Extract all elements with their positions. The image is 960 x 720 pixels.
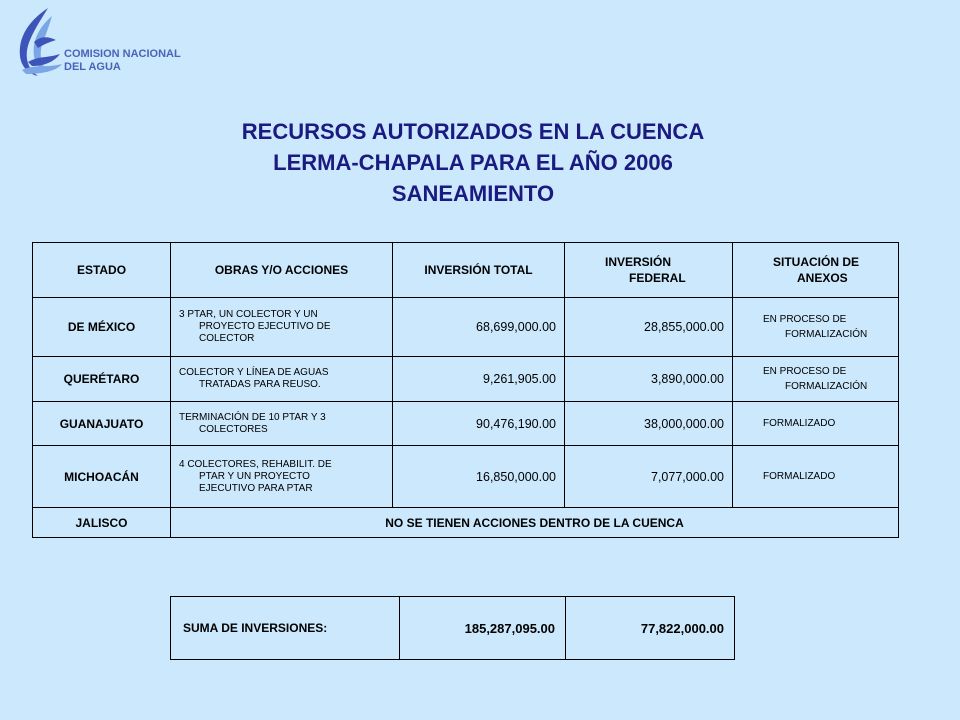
page-title — [0, 116, 946, 209]
table-row-jalisco — [33, 508, 899, 538]
row-obras-line: COLECTOR Y LÍNEA DE AGUAS — [179, 367, 329, 378]
conagua-logo-icon — [8, 6, 64, 78]
header-estado: ESTADO — [33, 243, 171, 298]
row-situacion — [733, 298, 899, 357]
summary-inversion-total: 185,287,095.00 — [400, 597, 566, 660]
row-obras — [171, 402, 393, 446]
row-inversion-federal: 38,000,000.00 — [565, 402, 733, 446]
row-inversion-total: 90,476,190.00 — [393, 402, 565, 446]
row-obras-line: EJECUTIVO PARA PTAR — [199, 482, 313, 494]
row-obras-line: 3 PTAR, UN COLECTOR Y UN — [179, 309, 318, 320]
row-estado: DE MÉXICO — [33, 298, 171, 357]
org-name — [64, 48, 181, 74]
header-inversion-federal — [565, 243, 733, 298]
header-inversion-total: INVERSIÓN TOTAL — [393, 243, 565, 298]
row-inversion-total: 68,699,000.00 — [393, 298, 565, 357]
org-line-2: DEL AGUA — [64, 61, 121, 73]
row-situacion — [733, 357, 899, 402]
row-estado: QUERÉTARO — [33, 357, 171, 402]
org-line-1: COMISION NACIONAL — [64, 48, 181, 60]
row-obras — [171, 298, 393, 357]
row-situacion — [733, 446, 899, 508]
investments-table — [32, 242, 899, 538]
title-line-2: LERMA-CHAPALA PARA EL AÑO 2006 — [273, 150, 673, 175]
title-line-1: RECURSOS AUTORIZADOS EN LA CUENCA — [241, 119, 705, 144]
row-obras-line: PROYECTO EJECUTIVO DE — [199, 321, 331, 332]
row-situacion-line: EN PROCESO DE — [763, 366, 847, 377]
row-inversion-total: 9,261,905.00 — [393, 357, 565, 402]
table-row — [33, 357, 899, 402]
table-row — [33, 298, 899, 357]
header-inversion-federal-line-1: INVERSIÓN — [605, 255, 672, 269]
summary-table — [170, 596, 735, 660]
row-situacion-line: FORMALIZACIÓN — [785, 329, 868, 340]
row-obras-line: COLECTOR — [199, 333, 255, 344]
row-situacion-line: EN PROCESO DE — [763, 314, 847, 325]
row-inversion-total: 16,850,000.00 — [393, 446, 565, 508]
summary-inversion-federal: 77,822,000.00 — [566, 597, 735, 660]
row-estado: GUANAJUATO — [33, 402, 171, 446]
table-header-row — [33, 243, 899, 298]
header-obras: OBRAS Y/O ACCIONES — [171, 243, 393, 298]
row-situacion-line: FORMALIZADO — [763, 471, 836, 482]
row-obras-line: TRATADAS PARA REUSO. — [199, 379, 321, 390]
table-row — [33, 402, 899, 446]
row-situacion — [733, 402, 899, 446]
row-inversion-federal: 7,077,000.00 — [565, 446, 733, 508]
row-situacion-line: FORMALIZACIÓN — [785, 381, 868, 392]
row-inversion-federal: 28,855,000.00 — [565, 298, 733, 357]
summary-row — [171, 597, 735, 660]
row-obras-line: PTAR Y UN PROYECTO — [199, 470, 310, 482]
row-inversion-federal: 3,890,000.00 — [565, 357, 733, 402]
row-obras — [171, 357, 393, 402]
header-inversion-federal-line-2: FEDERAL — [629, 271, 686, 285]
summary-label: SUMA DE INVERSIONES: — [171, 597, 400, 660]
table-row — [33, 446, 899, 508]
row-obras — [171, 446, 393, 508]
row-obras-line: COLECTORES — [199, 423, 268, 435]
row-obras-line: TERMINACIÓN DE 10 PTAR Y 3 — [179, 411, 326, 423]
row-obras-line: 4 COLECTORES, REHABILIT. DE — [179, 458, 332, 470]
row-jalisco-note: NO SE TIENEN ACCIONES DENTRO DE LA CUENCA — [171, 508, 899, 538]
header-situacion-line-1: SITUACIÓN DE — [773, 255, 860, 269]
header-situacion-line-2: ANEXOS — [797, 271, 848, 285]
title-line-3: SANEAMIENTO — [391, 181, 555, 206]
row-situacion-line: FORMALIZADO — [763, 418, 836, 429]
row-estado: JALISCO — [33, 508, 171, 538]
row-estado: MICHOACÁN — [33, 446, 171, 508]
header-situacion — [733, 243, 899, 298]
